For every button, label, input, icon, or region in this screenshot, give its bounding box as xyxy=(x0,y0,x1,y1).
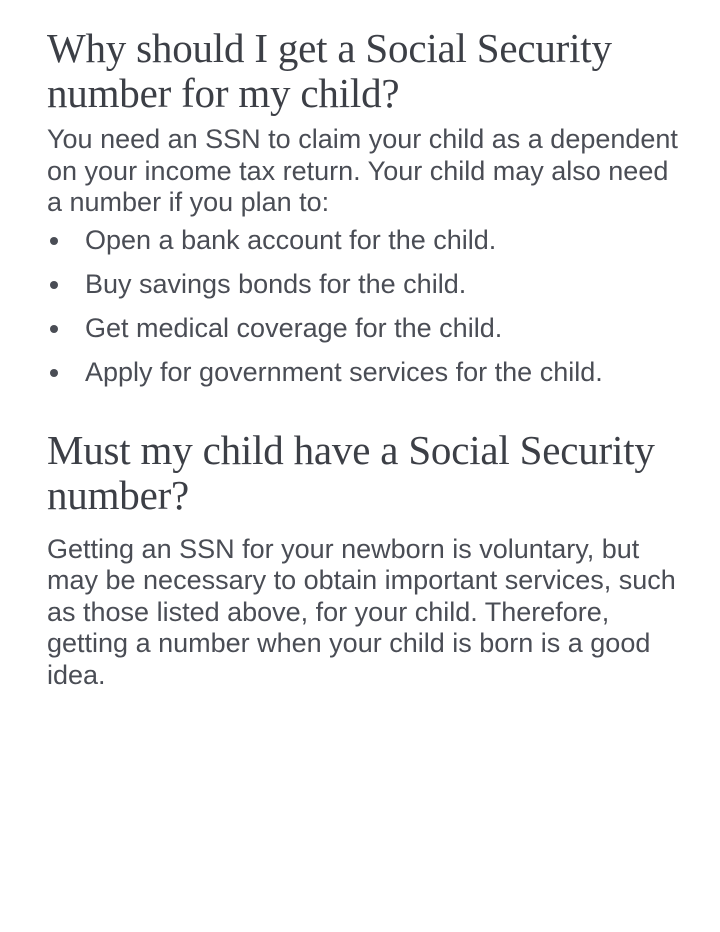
section-intro-paragraph: You need an SSN to claim your child as a dependent on your income tax return. Your child may also need a number if you plan to: xyxy=(47,124,678,217)
reasons-list xyxy=(47,225,667,388)
section-heading-why-ssn: Why should I get a Social Security number for my child? xyxy=(47,25,612,116)
list-item xyxy=(47,313,667,344)
bullet-icon xyxy=(50,325,58,333)
list-item-text: Apply for government services for the child. xyxy=(85,356,603,387)
bullet-icon xyxy=(50,369,58,377)
list-item xyxy=(47,357,667,388)
list-item-text: Buy savings bonds for the child. xyxy=(85,268,467,299)
list-item xyxy=(47,225,667,256)
list-item xyxy=(47,269,667,300)
list-item-text: Open a bank account for the child. xyxy=(85,224,497,255)
bullet-icon xyxy=(50,237,58,245)
list-item-text: Get medical coverage for the child. xyxy=(85,312,503,343)
section-heading-must-have-ssn: Must my child have a Social Security number? xyxy=(47,426,655,518)
bullet-icon xyxy=(50,281,58,289)
section-body-paragraph: Getting an SSN for your newborn is voluntary, but may be necessary to obtain important services, such as those listed above, for your child. Therefore, getting a number when your child is born is a good idea. xyxy=(47,533,676,690)
